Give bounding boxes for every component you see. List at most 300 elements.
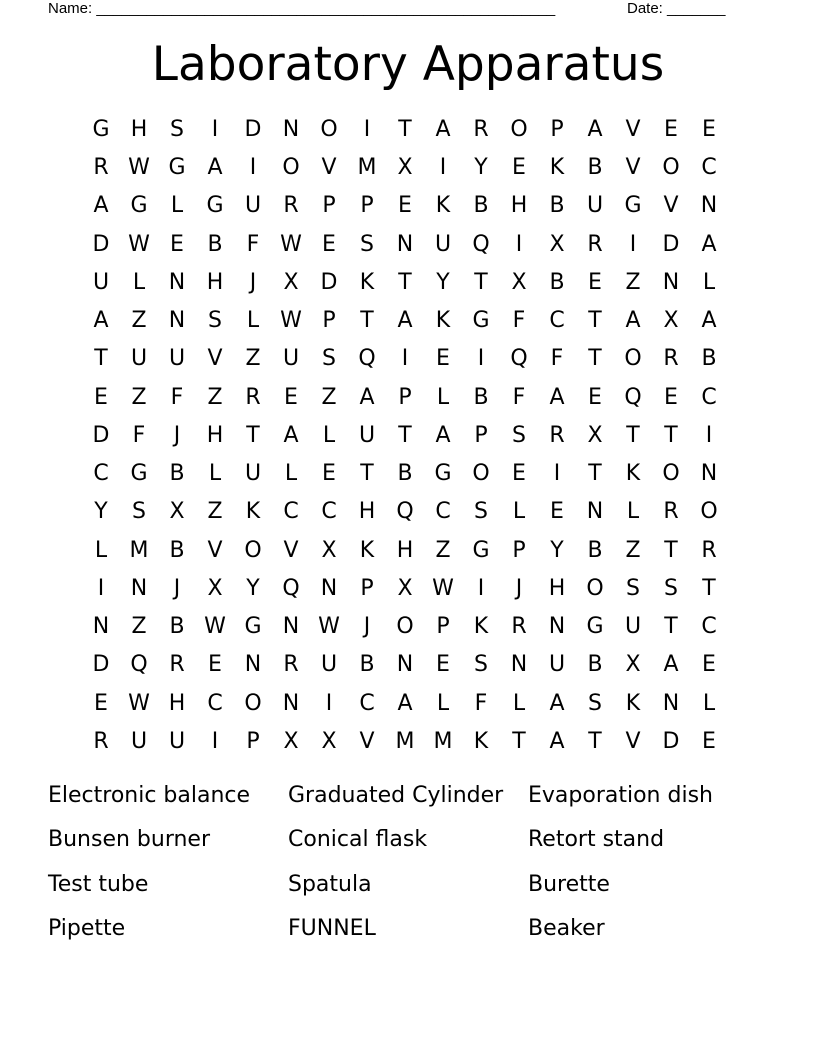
grid-letter: I (325, 690, 333, 716)
grid-letter: K (245, 499, 261, 525)
grid-letter: L (284, 461, 298, 487)
grid-letter: A (587, 117, 603, 142)
grid-letter: T (94, 346, 108, 372)
grid-letter: N (282, 117, 300, 142)
grid-letter: A (93, 193, 109, 219)
grid-letter: V (207, 346, 223, 372)
grid-letter: G (244, 614, 262, 640)
grid-letter: B (701, 346, 717, 372)
grid-letter: J (249, 269, 257, 295)
grid-letter: X (587, 422, 603, 448)
grid-row (82, 226, 728, 264)
grid-letter: B (473, 193, 489, 219)
word-bank-item: FUNNEL (288, 915, 376, 941)
grid-letter: X (321, 537, 337, 563)
word-bank-item: Graduated Cylinder (288, 783, 504, 808)
grid-letter: H (206, 269, 224, 295)
grid-letter: S (208, 308, 222, 334)
grid-letter: D (92, 422, 110, 448)
word-bank-item: Spatula (288, 871, 372, 897)
grid-letter: R (283, 193, 299, 219)
grid-letter: P (398, 384, 412, 410)
grid-letter: O (320, 117, 338, 142)
grid-letter: A (207, 155, 223, 181)
grid-letter: E (398, 193, 412, 219)
grid-letter: S (360, 231, 374, 257)
grid-letter: T (398, 422, 412, 448)
grid-letter: O (662, 155, 680, 181)
grid-letter: C (93, 461, 109, 487)
grid-letter: O (396, 614, 414, 640)
grid-letter: X (549, 231, 565, 257)
grid-letter: A (549, 384, 565, 410)
grid-letter: U (358, 422, 376, 448)
grid-letter: L (170, 193, 184, 219)
grid-letter: S (626, 575, 640, 601)
grid-letter: B (549, 269, 565, 295)
grid-letter: M (395, 728, 415, 754)
grid-letter: P (550, 117, 564, 142)
grid-letter: T (512, 728, 526, 754)
grid-letter: A (663, 652, 679, 678)
grid-letter: U (244, 461, 262, 487)
grid-letter: E (94, 384, 108, 410)
word-bank-item: Beaker (528, 915, 605, 941)
word-bank-item: Evaporation dish (528, 783, 713, 808)
grid-letter: T (626, 422, 640, 448)
grid-letter: F (170, 384, 184, 410)
grid-letter: R (473, 117, 489, 142)
grid-letter: A (625, 308, 641, 334)
grid-letter: O (244, 690, 262, 716)
grid-letter: D (662, 728, 680, 754)
grid-letter: V (663, 193, 679, 219)
grid-letter: O (282, 155, 300, 181)
grid-letter: G (206, 193, 224, 219)
grid-letter: K (473, 614, 489, 640)
grid-letter: M (129, 537, 149, 563)
grid-letter: O (510, 117, 528, 142)
grid-letter: H (168, 690, 186, 716)
grid-letter: S (474, 499, 488, 525)
grid-letter: A (397, 308, 413, 334)
grid-letter: W (432, 575, 454, 601)
grid-row (82, 493, 728, 531)
grid-letter: L (94, 537, 108, 563)
grid-letter: R (587, 231, 603, 257)
grid-letter: A (93, 308, 109, 334)
grid-letter: L (208, 461, 222, 487)
grid-letter: E (170, 231, 184, 257)
grid-letter: R (245, 384, 261, 410)
word-bank-row (48, 865, 768, 909)
grid-letter: K (359, 537, 375, 563)
grid-letter: T (474, 269, 488, 295)
grid-letter: V (625, 728, 641, 754)
grid-letter: H (358, 499, 376, 525)
grid-letter: T (588, 346, 602, 372)
grid-letter: E (512, 155, 526, 181)
word-bank-item: Electronic balance (48, 783, 251, 808)
grid-letter: I (211, 728, 219, 754)
grid-letter: U (434, 231, 452, 257)
grid-letter: L (512, 690, 526, 716)
grid-letter: T (398, 117, 412, 142)
grid-letter: I (211, 117, 219, 142)
grid-letter: F (512, 308, 526, 334)
grid-letter: I (477, 575, 485, 601)
grid-letter: L (512, 499, 526, 525)
grid-letter: N (168, 308, 186, 334)
grid-letter: P (360, 193, 374, 219)
grid-letter: N (700, 461, 718, 487)
grid-row (82, 455, 728, 493)
grid-letter: N (586, 499, 604, 525)
grid-letter: L (322, 422, 336, 448)
grid-letter: B (587, 652, 603, 678)
grid-letter: F (550, 346, 564, 372)
grid-letter: E (664, 117, 678, 142)
page-title: Laboratory Apparatus (151, 37, 665, 92)
grid-letter: S (170, 117, 184, 142)
grid-letter: A (701, 231, 717, 257)
grid-letter: A (359, 384, 375, 410)
grid-letter: U (548, 652, 566, 678)
grid-row (82, 149, 728, 187)
grid-letter: Z (435, 537, 451, 563)
grid-letter: N (396, 652, 414, 678)
grid-letter: J (363, 614, 371, 640)
grid-letter: V (625, 117, 641, 142)
grid-letter: F (474, 690, 488, 716)
grid-row (82, 608, 728, 646)
grid-letter: P (474, 422, 488, 448)
grid-letter: W (128, 231, 150, 257)
grid-letter: D (92, 231, 110, 257)
grid-letter: V (321, 155, 337, 181)
grid-letter: X (283, 728, 299, 754)
grid-letter: H (130, 117, 148, 142)
grid-letter: E (512, 461, 526, 487)
grid-letter: C (359, 690, 375, 716)
grid-letter: G (472, 308, 490, 334)
word-bank-item: Test tube (48, 871, 149, 897)
grid-letter: J (173, 575, 181, 601)
grid-letter: E (588, 384, 602, 410)
grid-letter: J (173, 422, 181, 448)
grid-letter: N (396, 231, 414, 257)
word-bank-item: Burette (528, 871, 610, 897)
grid-letter: Z (207, 499, 223, 525)
grid-row (82, 417, 728, 455)
grid-letter: U (320, 652, 338, 678)
grid-letter: A (283, 422, 299, 448)
grid-letter: Q (130, 652, 148, 678)
grid-letter: O (472, 461, 490, 487)
grid-letter: R (549, 422, 565, 448)
grid-letter: N (510, 652, 528, 678)
grid-letter: B (169, 614, 185, 640)
word-bank-item: Pipette (48, 915, 126, 941)
grid-letter: D (662, 231, 680, 257)
word-bank-item: Bunsen burner (48, 827, 211, 853)
grid-letter: I (553, 461, 561, 487)
grid-letter: I (401, 346, 409, 372)
grid-letter: V (207, 537, 223, 563)
grid-letter: W (204, 614, 226, 640)
grid-row (82, 379, 728, 417)
grid-letter: E (322, 231, 336, 257)
name-field-label: Name: _______________________________________________________ (48, 0, 556, 17)
grid-letter: B (587, 537, 603, 563)
grid-letter: B (473, 384, 489, 410)
grid-letter: G (92, 117, 110, 142)
grid-letter: C (549, 308, 565, 334)
grid-letter: R (169, 652, 185, 678)
grid-letter: I (249, 155, 257, 181)
grid-letter: E (702, 117, 716, 142)
grid-letter: N (320, 575, 338, 601)
letter-grid (82, 111, 728, 761)
grid-row (82, 723, 728, 761)
grid-letter: L (626, 499, 640, 525)
grid-letter: N (662, 269, 680, 295)
grid-letter: X (207, 575, 223, 601)
grid-letter: P (246, 728, 260, 754)
grid-letter: B (169, 461, 185, 487)
grid-letter: G (168, 155, 186, 181)
grid-letter: U (282, 346, 300, 372)
grid-letter: G (434, 461, 452, 487)
grid-row (82, 685, 728, 723)
grid-letter: D (320, 269, 338, 295)
grid-letter: Y (474, 155, 488, 181)
grid-letter: N (92, 614, 110, 640)
grid-letter: B (549, 193, 565, 219)
grid-letter: W (128, 155, 150, 181)
grid-letter: X (625, 652, 641, 678)
grid-letter: A (701, 308, 717, 334)
grid-letter: R (701, 537, 717, 563)
grid-row (82, 264, 728, 302)
grid-letter: W (128, 690, 150, 716)
grid-letter: I (515, 231, 523, 257)
grid-letter: L (702, 690, 716, 716)
grid-letter: R (93, 728, 109, 754)
word-bank-row (48, 820, 768, 864)
grid-letter: K (625, 690, 641, 716)
grid-letter: X (397, 575, 413, 601)
word-bank-row (48, 909, 768, 953)
grid-letter: G (624, 193, 642, 219)
grid-letter: K (435, 308, 451, 334)
grid-letter: E (208, 652, 222, 678)
grid-letter: T (246, 422, 260, 448)
date-field-label: Date: _______ (627, 0, 726, 17)
grid-letter: W (280, 308, 302, 334)
grid-letter: S (512, 422, 526, 448)
grid-letter: X (321, 728, 337, 754)
grid-letter: N (282, 690, 300, 716)
grid-letter: X (663, 308, 679, 334)
grid-letter: L (436, 690, 450, 716)
grid-letter: Z (131, 308, 147, 334)
grid-letter: F (246, 231, 260, 257)
grid-letter: U (244, 193, 262, 219)
grid-row (82, 646, 728, 684)
worksheet-header (48, 0, 748, 18)
grid-letter: U (168, 728, 186, 754)
grid-letter: N (548, 614, 566, 640)
grid-row (82, 302, 728, 340)
grid-letter: D (244, 117, 262, 142)
grid-letter: E (436, 652, 450, 678)
grid-letter: S (132, 499, 146, 525)
grid-letter: O (244, 537, 262, 563)
word-bank-item: Retort stand (528, 827, 665, 853)
grid-letter: K (473, 728, 489, 754)
grid-letter: N (662, 690, 680, 716)
grid-letter: K (549, 155, 565, 181)
grid-letter: I (439, 155, 447, 181)
grid-letter: C (207, 690, 223, 716)
grid-letter: H (396, 537, 414, 563)
grid-letter: T (398, 269, 412, 295)
grid-letter: N (168, 269, 186, 295)
grid-letter: Q (396, 499, 414, 525)
grid-letter: Y (246, 575, 260, 601)
grid-letter: E (702, 728, 716, 754)
grid-letter: Q (510, 346, 528, 372)
grid-letter: I (363, 117, 371, 142)
grid-letter: S (664, 575, 678, 601)
grid-letter: C (701, 155, 717, 181)
grid-letter: B (169, 537, 185, 563)
grid-letter: E (94, 690, 108, 716)
grid-letter: N (282, 614, 300, 640)
grid-letter: Z (245, 346, 261, 372)
grid-letter: I (705, 422, 713, 448)
grid-letter: T (664, 422, 678, 448)
grid-letter: H (206, 422, 224, 448)
grid-letter: B (207, 231, 223, 257)
grid-letter: F (512, 384, 526, 410)
grid-letter: Z (131, 614, 147, 640)
grid-letter: N (700, 193, 718, 219)
grid-letter: Z (131, 384, 147, 410)
grid-letter: U (624, 614, 642, 640)
grid-row (82, 187, 728, 225)
grid-letter: R (283, 652, 299, 678)
grid-letter: R (663, 346, 679, 372)
grid-row (82, 532, 728, 570)
grid-letter: E (322, 461, 336, 487)
grid-letter: T (360, 308, 374, 334)
grid-letter: E (284, 384, 298, 410)
grid-letter: A (549, 728, 565, 754)
grid-letter: L (132, 269, 146, 295)
grid-letter: J (515, 575, 523, 601)
grid-letter: A (435, 117, 451, 142)
grid-letter: Y (550, 537, 564, 563)
grid-letter: I (629, 231, 637, 257)
grid-letter: U (130, 728, 148, 754)
grid-letter: K (359, 269, 375, 295)
grid-letter: M (357, 155, 377, 181)
grid-letter: C (283, 499, 299, 525)
grid-letter: T (588, 728, 602, 754)
grid-letter: D (92, 652, 110, 678)
word-bank-item: Conical flask (288, 827, 428, 853)
grid-letter: O (700, 499, 718, 525)
grid-letter: R (663, 499, 679, 525)
grid-letter: U (130, 346, 148, 372)
grid-letter: E (702, 652, 716, 678)
grid-letter: R (93, 155, 109, 181)
grid-letter: R (511, 614, 527, 640)
grid-letter: Y (94, 499, 108, 525)
grid-letter: N (244, 652, 262, 678)
grid-letter: L (246, 308, 260, 334)
grid-letter: Q (358, 346, 376, 372)
grid-letter: V (625, 155, 641, 181)
grid-letter: G (130, 193, 148, 219)
grid-letter: E (588, 269, 602, 295)
grid-letter: C (701, 614, 717, 640)
grid-letter: A (397, 690, 413, 716)
grid-letter: N (130, 575, 148, 601)
grid-letter: I (477, 346, 485, 372)
grid-row (82, 340, 728, 378)
grid-letter: W (280, 231, 302, 257)
grid-letter: S (474, 652, 488, 678)
grid-letter: P (436, 614, 450, 640)
grid-letter: T (588, 461, 602, 487)
grid-letter: P (322, 193, 336, 219)
grid-row (82, 570, 728, 608)
grid-letter: L (702, 269, 716, 295)
grid-letter: S (588, 690, 602, 716)
grid-letter: U (586, 193, 604, 219)
grid-letter: E (436, 346, 450, 372)
grid-letter: G (586, 614, 604, 640)
grid-letter: C (701, 384, 717, 410)
grid-letter: T (664, 537, 678, 563)
grid-letter: X (511, 269, 527, 295)
grid-letter: G (130, 461, 148, 487)
grid-letter: A (549, 690, 565, 716)
grid-letter: S (322, 346, 336, 372)
grid-letter: Z (625, 537, 641, 563)
grid-letter: K (625, 461, 641, 487)
grid-letter: B (397, 461, 413, 487)
grid-letter: G (472, 537, 490, 563)
grid-letter: T (702, 575, 716, 601)
grid-letter: O (586, 575, 604, 601)
grid-letter: T (360, 461, 374, 487)
grid-letter: V (283, 537, 299, 563)
grid-letter: Q (624, 384, 642, 410)
grid-letter: H (548, 575, 566, 601)
grid-row (82, 111, 728, 149)
grid-letter: B (359, 652, 375, 678)
grid-letter: Y (436, 269, 450, 295)
grid-letter: O (662, 461, 680, 487)
word-bank-row (48, 776, 768, 820)
grid-letter: W (318, 614, 340, 640)
grid-letter: H (510, 193, 528, 219)
grid-letter: Z (625, 269, 641, 295)
